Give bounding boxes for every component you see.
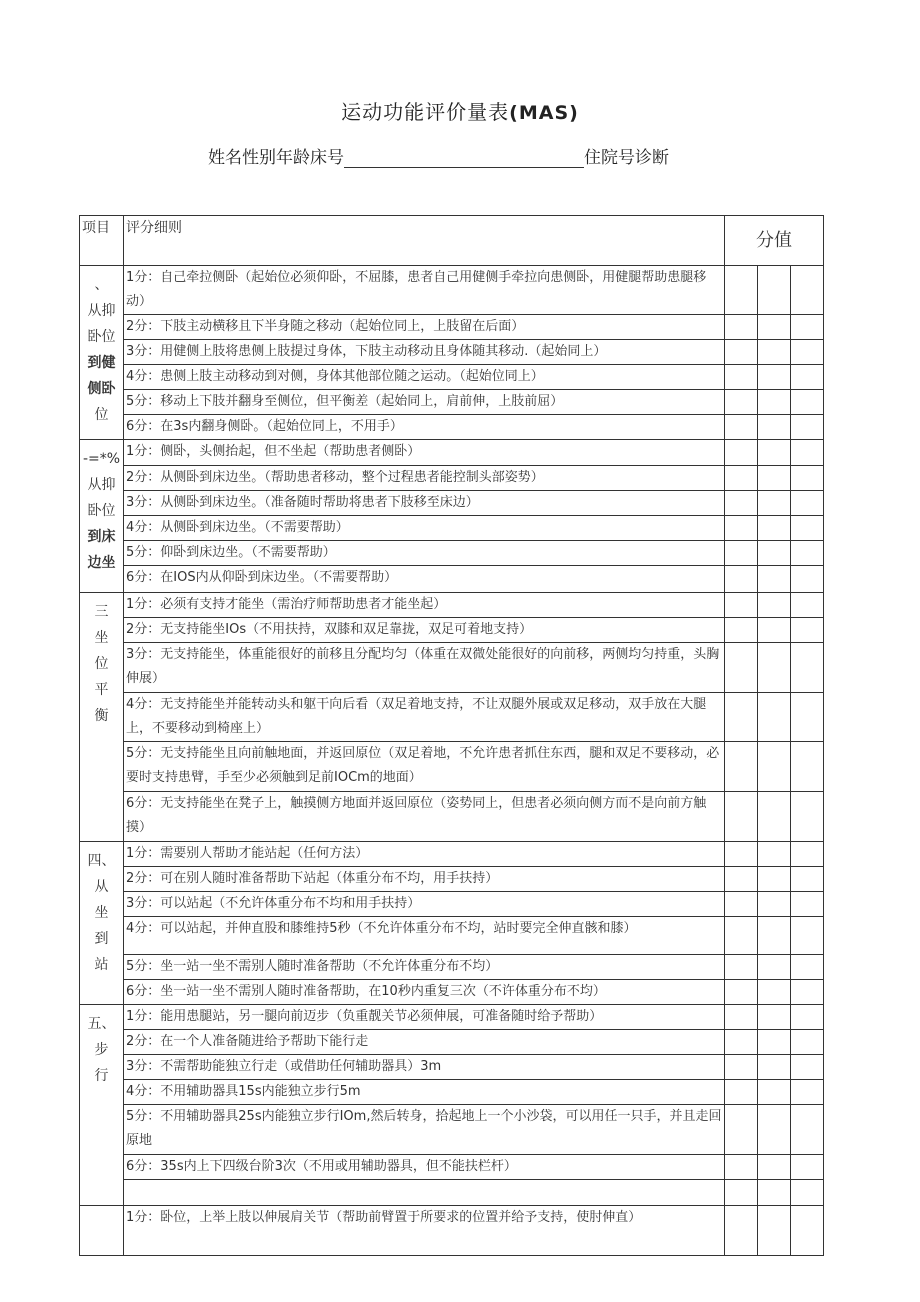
score-box[interactable] — [758, 643, 791, 693]
section-category — [80, 266, 124, 440]
criteria-text: 1分：能用患腿站，另一腿向前迈步（负重靓关节必须伸展，可准备随时给予帮助） — [124, 1005, 725, 1030]
criteria-text: 1分：自己牵拉侧卧（起始位必须仰卧，不屈膝，患者自己用健侧手牵拉向患侧卧，用健腿帮助患腿移动） — [124, 266, 725, 315]
criteria-text: 4分：不用辅助器具15s内能独立步行5m — [124, 1080, 725, 1105]
score-box[interactable] — [758, 1030, 791, 1055]
category-line: 五、 — [87, 1016, 116, 1032]
criteria-text: 6分：无支持能坐在凳子上，触摸侧方地面并返回原位（姿势同上，但患者必须向侧方而不是向前方触摸） — [124, 792, 725, 842]
criteria-text: 3分：可以站起（不允许体重分布不均和用手扶持） — [124, 892, 725, 917]
score-box[interactable] — [791, 1055, 824, 1080]
score-box[interactable] — [725, 1206, 758, 1256]
section-category — [80, 1206, 124, 1256]
category-line: 到健 — [87, 355, 116, 371]
table-row — [80, 955, 824, 980]
score-box[interactable] — [758, 466, 791, 491]
criteria-text: 5分：不用辅助器具25s内能独立步行IOm,然后转身，拾起地上一个小沙袋，可以用任一只手，并且走回原地 — [124, 1105, 725, 1155]
table-row — [80, 1005, 824, 1030]
criteria-text: 6分：坐一站一坐不需别人随时准备帮助，在10秒内重复三次（不许体重分布不均） — [124, 980, 725, 1005]
score-box[interactable] — [758, 842, 791, 867]
table-row — [80, 1155, 824, 1180]
criteria-text: 1分：需要别人帮助才能站起（任何方法） — [124, 842, 725, 867]
score-box[interactable] — [725, 917, 758, 955]
header-score: 分值 — [725, 216, 824, 266]
table-row — [80, 315, 824, 340]
table-row — [80, 792, 824, 842]
score-box[interactable] — [791, 466, 824, 491]
score-box[interactable] — [791, 566, 824, 593]
table-row — [80, 980, 824, 1005]
category-line: 从抑 — [87, 303, 116, 319]
category-line: 三 — [94, 604, 109, 620]
score-box[interactable] — [725, 390, 758, 415]
score-box[interactable] — [758, 1080, 791, 1105]
table-row — [80, 390, 824, 415]
score-box[interactable] — [791, 440, 824, 466]
table-row — [80, 742, 824, 792]
score-box[interactable] — [791, 693, 824, 742]
criteria-text: 3分：无支持能坐，体重能很好的前移且分配均匀（体重在双微处能很好的向前移，两侧均匀持重，头胸伸展） — [124, 643, 725, 693]
score-box[interactable] — [791, 1206, 824, 1256]
score-box[interactable] — [758, 315, 791, 340]
score-box[interactable] — [791, 415, 824, 440]
score-box[interactable] — [725, 618, 758, 643]
criteria-text: 5分：无支持能坐且向前触地面，并返回原位（双足着地，不允许患者抓住东西，腿和双足不要移动，必要时支持患臂，手至少必须触到足前IOCm的地面） — [124, 742, 725, 792]
score-box[interactable] — [791, 867, 824, 892]
patient-info-left: 姓名性别年龄床号 — [208, 148, 344, 168]
criteria-text: 2分：无支持能坐IOs（不用扶持，双膝和双足靠拢，双足可着地支持） — [124, 618, 725, 643]
score-box[interactable] — [725, 266, 758, 315]
score-box[interactable] — [725, 842, 758, 867]
score-box[interactable] — [791, 1030, 824, 1055]
score-box[interactable] — [791, 266, 824, 315]
table-row — [80, 1180, 824, 1206]
header-item: 项目 — [80, 216, 124, 266]
score-box[interactable] — [725, 1030, 758, 1055]
score-box[interactable] — [791, 365, 824, 390]
category-line: 卧位 — [87, 329, 116, 345]
score-box[interactable] — [758, 390, 791, 415]
table-row — [80, 1206, 824, 1256]
category-line: 位 — [94, 407, 109, 423]
criteria-text: 2分：在一个人准备随进给予帮助下能行走 — [124, 1030, 725, 1055]
criteria-text: 3分：用健侧上肢将患侧上肢提过身体，下肢主动移动且身体随其移动.（起始同上） — [124, 340, 725, 365]
category-line: 从抑 — [87, 477, 116, 493]
score-box[interactable] — [725, 415, 758, 440]
page-title — [0, 96, 920, 125]
title-text: 运动功能评价量表 — [341, 100, 510, 124]
table-row — [80, 1105, 824, 1155]
score-box[interactable] — [758, 593, 791, 618]
score-box[interactable] — [791, 892, 824, 917]
criteria-text — [124, 1180, 725, 1206]
score-box[interactable] — [758, 792, 791, 842]
score-box[interactable] — [791, 955, 824, 980]
criteria-text: 5分：坐一站一坐不需别人随时准备帮助（不允许体重分布不均） — [124, 955, 725, 980]
score-box[interactable] — [758, 1206, 791, 1256]
category-line: 步 — [94, 1042, 109, 1058]
score-box[interactable] — [725, 541, 758, 566]
section-category — [80, 842, 124, 1005]
table-row — [80, 516, 824, 541]
header-detail: 评分细则 — [124, 216, 725, 266]
score-box[interactable] — [758, 516, 791, 541]
score-box[interactable] — [791, 643, 824, 693]
category-line: 边坐 — [87, 555, 116, 571]
category-line: 坐 — [94, 905, 109, 921]
score-box[interactable] — [758, 566, 791, 593]
criteria-text: 4分：患侧上肢主动移动到对侧，身体其他部位随之运动。（起始位同上） — [124, 365, 725, 390]
score-box[interactable] — [725, 693, 758, 742]
score-box[interactable] — [725, 466, 758, 491]
score-box[interactable] — [791, 980, 824, 1005]
table-row — [80, 365, 824, 390]
score-box[interactable] — [791, 1180, 824, 1206]
score-box[interactable] — [725, 867, 758, 892]
category-line: 卧位 — [87, 503, 116, 519]
table-row — [80, 693, 824, 742]
score-box[interactable] — [758, 365, 791, 390]
criteria-text: 4分：可以站起，并伸直股和膝维持5秒（不允许体重分布不均，站时要完全伸直骸和膝） — [124, 917, 725, 955]
criteria-text: 1分：卧位，上举上肢以伸展肩关节（帮助前臂置于所要求的位置并给予支持，使肘伸直） — [124, 1206, 725, 1256]
category-line: 行 — [94, 1068, 109, 1084]
table-row — [80, 917, 824, 955]
score-box[interactable] — [725, 792, 758, 842]
score-box[interactable] — [725, 643, 758, 693]
criteria-text: 4分：从侧卧到床边坐。（不需要帮助） — [124, 516, 725, 541]
table-row — [80, 1055, 824, 1080]
criteria-text: 2分：从侧卧到床边坐。（帮助患者移动，整个过程患者能控制头部姿势） — [124, 466, 725, 491]
score-box[interactable] — [725, 1155, 758, 1180]
score-box[interactable] — [758, 1005, 791, 1030]
category-line: 四、 — [87, 853, 116, 869]
assessment-table — [79, 215, 824, 1256]
score-box[interactable] — [791, 917, 824, 955]
score-box[interactable] — [758, 618, 791, 643]
score-box[interactable] — [758, 917, 791, 955]
score-box[interactable] — [725, 1005, 758, 1030]
criteria-text: 6分：35s内上下四级台阶3次（不用或用辅助器具，但不能扶栏杆） — [124, 1155, 725, 1180]
score-box[interactable] — [758, 415, 791, 440]
patient-info-blank[interactable] — [344, 149, 584, 168]
criteria-text: 1分：必须有支持才能坐（需治疗师帮助患者才能坐起） — [124, 593, 725, 618]
category-line: 衡 — [94, 708, 109, 724]
category-line: 坐 — [94, 630, 109, 646]
table-row — [80, 1030, 824, 1055]
table-row — [80, 266, 824, 315]
criteria-text: 6分：在IOS内从仰卧到床边坐。（不需要帮助） — [124, 566, 725, 593]
criteria-text: 4分：无支持能坐并能转动头和躯干向后看（双足着地支持，不让双腿外展或双足移动，双手放在大腿上，不要移动到椅座上） — [124, 693, 725, 742]
score-box[interactable] — [791, 742, 824, 792]
score-box[interactable] — [725, 491, 758, 516]
score-box[interactable] — [725, 566, 758, 593]
score-box[interactable] — [758, 340, 791, 365]
category-line: -=*% — [82, 451, 121, 467]
score-box[interactable] — [791, 491, 824, 516]
table-row — [80, 867, 824, 892]
criteria-text: 6分：在3s内翻身侧卧。（起始位同上，不用手） — [124, 415, 725, 440]
score-box[interactable] — [791, 842, 824, 867]
category-line: 、 — [94, 277, 109, 293]
score-box[interactable] — [725, 1055, 758, 1080]
score-box[interactable] — [725, 980, 758, 1005]
table-row — [80, 643, 824, 693]
table-row — [80, 593, 824, 618]
table-row — [80, 892, 824, 917]
table-row — [80, 618, 824, 643]
score-box[interactable] — [725, 892, 758, 917]
score-box[interactable] — [791, 390, 824, 415]
score-box[interactable] — [791, 516, 824, 541]
score-box[interactable] — [758, 541, 791, 566]
category-line: 站 — [94, 957, 109, 973]
score-box[interactable] — [725, 365, 758, 390]
score-box[interactable] — [758, 867, 791, 892]
category-line: 侧卧 — [87, 381, 116, 397]
score-box[interactable] — [758, 1105, 791, 1155]
table-row — [80, 541, 824, 566]
score-box[interactable] — [758, 892, 791, 917]
section-category — [80, 440, 124, 593]
score-box[interactable] — [791, 315, 824, 340]
table-row — [80, 491, 824, 516]
table-row — [80, 566, 824, 593]
table-row — [80, 1080, 824, 1105]
score-box[interactable] — [725, 1105, 758, 1155]
table-row — [80, 440, 824, 466]
score-box[interactable] — [725, 315, 758, 340]
score-box[interactable] — [791, 1005, 824, 1030]
criteria-text: 2分：下肢主动横移且下半身随之移动（起始位同上，上肢留在后面） — [124, 315, 725, 340]
criteria-text: 2分：可在别人随时准备帮助下站起（体重分布不均，用手扶持） — [124, 867, 725, 892]
score-box[interactable] — [725, 955, 758, 980]
patient-info-right: 住院号诊断 — [584, 148, 669, 168]
score-box[interactable] — [758, 980, 791, 1005]
score-box[interactable] — [758, 491, 791, 516]
score-box[interactable] — [725, 1080, 758, 1105]
score-box[interactable] — [725, 440, 758, 466]
score-box[interactable] — [725, 340, 758, 365]
section-category — [80, 1005, 124, 1206]
criteria-text: 5分：仰卧到床边坐。（不需要帮助） — [124, 541, 725, 566]
category-line: 平 — [94, 682, 109, 698]
score-box[interactable] — [791, 792, 824, 842]
category-line: 位 — [94, 656, 109, 672]
score-box[interactable] — [791, 340, 824, 365]
criteria-text: 3分：不需帮助能独立行走（或借助任何辅助器具）3m — [124, 1055, 725, 1080]
score-box[interactable] — [791, 1155, 824, 1180]
score-box[interactable] — [758, 1155, 791, 1180]
score-box[interactable] — [758, 955, 791, 980]
score-box[interactable] — [725, 516, 758, 541]
section-category — [80, 593, 124, 842]
score-box[interactable] — [791, 593, 824, 618]
score-box[interactable] — [758, 1180, 791, 1206]
score-box[interactable] — [791, 1105, 824, 1155]
table-header-row — [80, 216, 824, 266]
patient-info-line — [208, 143, 669, 168]
score-box[interactable] — [725, 742, 758, 792]
score-box[interactable] — [791, 1080, 824, 1105]
score-box[interactable] — [758, 266, 791, 315]
criteria-text: 5分：移动上下肢并翻身至侧位，但平衡差（起始同上，肩前伸，上肢前屈） — [124, 390, 725, 415]
category-line: 到 — [94, 931, 109, 947]
score-box[interactable] — [725, 1180, 758, 1206]
score-box[interactable] — [725, 593, 758, 618]
score-box[interactable] — [791, 541, 824, 566]
criteria-text: 3分：从侧卧到床边坐。（准备随时帮助将患者下肢移至床边） — [124, 491, 725, 516]
score-box[interactable] — [758, 1055, 791, 1080]
table-row — [80, 466, 824, 491]
title-abbr: (MAS) — [509, 102, 579, 124]
score-box[interactable] — [758, 693, 791, 742]
score-box[interactable] — [791, 618, 824, 643]
score-box[interactable] — [758, 440, 791, 466]
criteria-text: 1分：侧卧，头侧抬起，但不坐起（帮助患者侧卧） — [124, 440, 725, 466]
category-line: 到床 — [87, 529, 116, 545]
table-row — [80, 340, 824, 365]
table-row — [80, 415, 824, 440]
score-box[interactable] — [758, 742, 791, 792]
category-line: 从 — [94, 879, 109, 895]
table-row — [80, 842, 824, 867]
